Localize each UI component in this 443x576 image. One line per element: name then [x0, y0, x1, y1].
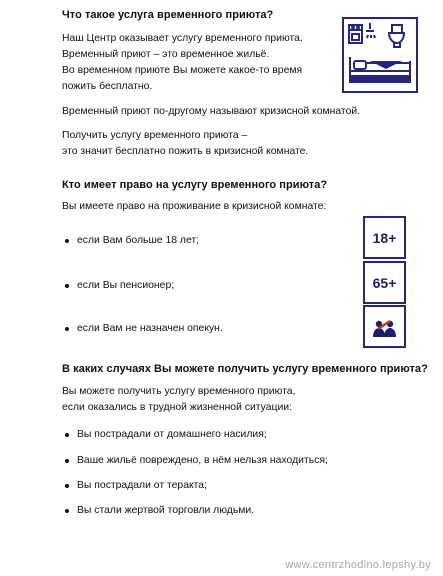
heading-what-is-shelter: Что такое услуга временного приюта?: [62, 9, 274, 21]
paragraph-line: это значит бесплатно пожить в кризисной комнате.: [62, 146, 309, 157]
paragraph-line: Вы можете получить услугу временного приюта,: [62, 386, 296, 397]
paragraph-line: пожить бесплатно.: [62, 81, 153, 92]
list-item-housing-damaged: Ваше жильё повреждено, в нём нельзя находиться;: [77, 455, 328, 466]
paragraph-line: Наш Центр оказывает услугу временного приюта.: [62, 33, 303, 44]
paragraph-line: если оказались в трудной жизненной ситуации:: [62, 402, 292, 413]
paragraph-line: Временный приют – это временное жильё.: [62, 49, 270, 60]
paragraph-line: Получить услугу временного приюта –: [62, 130, 248, 141]
list-item-domestic-violence: Вы пострадали от домашнего насилия;: [77, 429, 267, 440]
age-18-plus-icon: 18+: [363, 216, 406, 259]
paragraph-eligible-intro: [62, 384, 295, 416]
list-item-pensioner: если Вы пенсионер;: [77, 280, 175, 291]
heading-who-has-right: Кто имеет право на услугу временного приюта?: [62, 179, 328, 191]
paragraph-get-service: [62, 128, 308, 160]
list-item-age-18: если Вам больше 18 лет;: [77, 235, 200, 246]
list-item-human-trafficking: Вы стали жертвой торговли людьми.: [77, 505, 255, 516]
paragraph-crisis-room: Временный приют по-другому называют кризисной комнатой.: [62, 106, 361, 117]
age-65-plus-icon: 65+: [363, 261, 406, 304]
guardian-icon: [363, 305, 406, 348]
heading-when-eligible: В каких случаях Вы можете получить услугу временного приюта?: [62, 363, 428, 375]
paragraph-right-intro: Вы имеете право на проживание в кризисной комнате:: [62, 201, 327, 212]
paragraph-line: Во временном приюте Вы можете какое-то время: [62, 65, 303, 76]
list-item-no-guardian: если Вам не назначен опекун.: [77, 323, 223, 334]
footer-website: www.centrzhodino.lepshy.by: [285, 559, 431, 571]
paragraph-shelter-intro: [62, 31, 303, 95]
list-item-terror-attack: Вы пострадали от теракта;: [77, 480, 207, 491]
room-icon: [342, 17, 418, 93]
